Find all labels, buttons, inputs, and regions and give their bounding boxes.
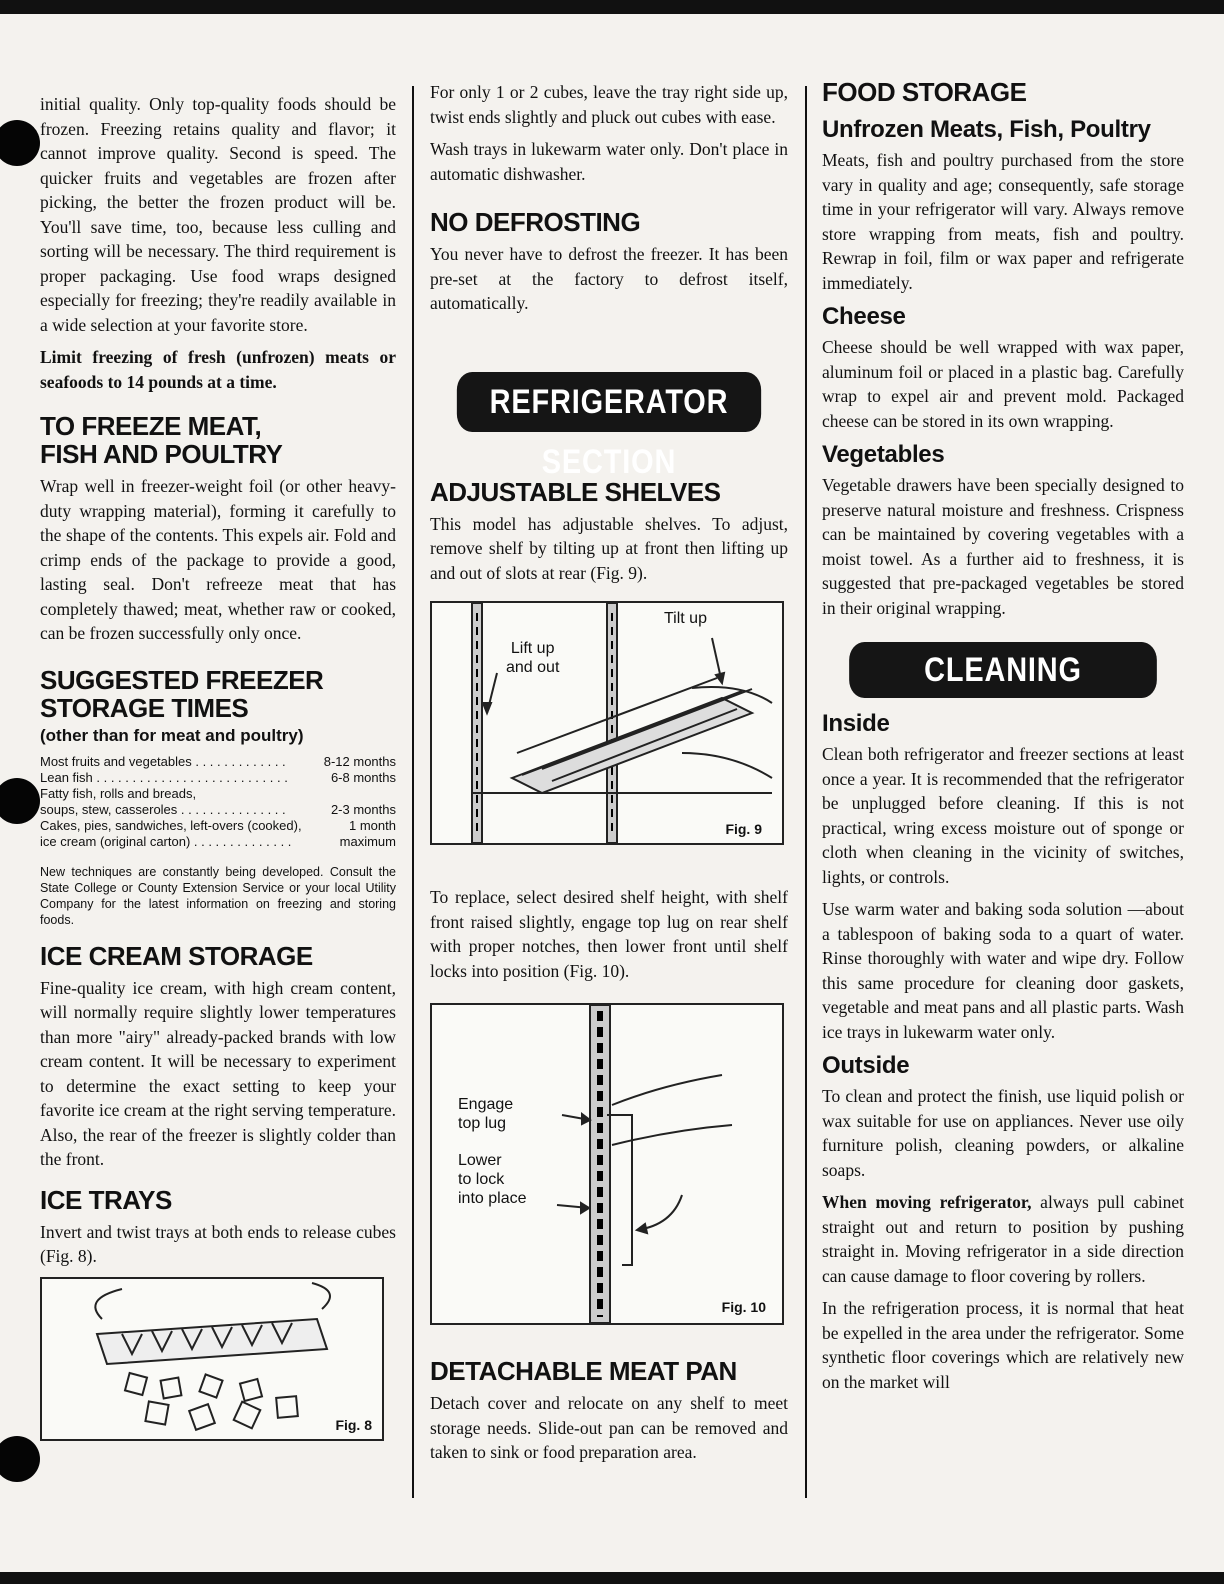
engage-line2: top lug bbox=[458, 1115, 507, 1132]
storage-time-row bbox=[40, 754, 396, 770]
storage-time-item: Most fruits and vegetables . . . . . . . . . . . . . bbox=[40, 753, 286, 769]
lower-label bbox=[458, 1151, 527, 1208]
storage-time-row bbox=[40, 818, 396, 834]
limit-paragraph: Limit freezing of fresh (unfrozen) meats or seafoods to 14 pounds at a time. bbox=[40, 347, 396, 392]
cubes-paragraph: For only 1 or 2 cubes, leave the tray right side up, twist ends slightly and pluck out cubes with ease. bbox=[430, 82, 788, 127]
lower-line3: into place bbox=[458, 1190, 527, 1207]
outside-heading: Outside bbox=[822, 1052, 910, 1079]
storage-time-value bbox=[319, 786, 396, 802]
storage-heading bbox=[40, 666, 396, 722]
cheese-heading: Cheese bbox=[822, 303, 906, 330]
storage-time-row bbox=[40, 802, 396, 818]
vegetables-paragraph: Vegetable drawers have been specially designed to preserve natural moisture and freshness. Crispness can be maintained by covering vegetables with a moist towel. As a further aid to freshness, it is suggested that pre-packaged vegetables be stored in their original wrapping. bbox=[822, 475, 1184, 618]
figure-8 bbox=[40, 1277, 384, 1441]
lift-up-label bbox=[506, 639, 559, 677]
figure-9-label: Fig. 9 bbox=[725, 821, 762, 837]
ice-cream-heading: ICE CREAM STORAGE bbox=[40, 940, 313, 971]
storage-time-item: Cakes, pies, sandwiches, left-overs (cooked), bbox=[40, 817, 302, 833]
storage-time-row bbox=[40, 770, 396, 786]
unfrozen-paragraph: Meats, fish and poultry purchased from the store vary in quality and age; consequently, safe storage time in your refrigerator will vary. Always remove store wrapping from meats, fish and poultry. Rewrap in foil, film or wax paper and refrigerate immediately. bbox=[822, 150, 1184, 293]
storage-time-item: soups, stew, casseroles . . . . . . . . . . . . . . . bbox=[40, 801, 286, 817]
meat-pan-paragraph: Detach cover and relocate on any shelf to meet storage needs. Slide-out pan can be removed and taken to sink or food preparation area. bbox=[430, 1393, 788, 1462]
adjustable-shelves-heading: ADJUSTABLE SHELVES bbox=[430, 476, 721, 507]
cheese-paragraph: Cheese should be well wrapped with wax paper, aluminum foil or placed in a plastic bag. Carefully wrap to expel air and prevent mold. Packaged cheese can be stored in its own wrapping. bbox=[822, 337, 1184, 431]
column-2 bbox=[430, 80, 788, 1473]
ice-cream-paragraph: Fine-quality ice cream, with high cream content, will normally require slightly lower temperatures than more "airy" already-packed brands with low cream content. It will be necessary to experiment to determine the exact setting to keep your favorite ice cream at the right serving temperature. Also, the rear of the freezer is slightly colder than the front. bbox=[40, 977, 396, 1169]
storage-heading-line2: STORAGE TIMES bbox=[40, 692, 249, 723]
cleaning-banner: CLEANING bbox=[849, 642, 1157, 698]
column-divider-right bbox=[805, 86, 807, 1498]
storage-time-row bbox=[40, 786, 396, 802]
refrigerator-section-banner: REFRIGERATOR SECTION bbox=[457, 372, 761, 432]
inside-heading: Inside bbox=[822, 710, 890, 737]
wash-paragraph: Wash trays in lukewarm water only. Don't place in automatic dishwasher. bbox=[430, 139, 788, 184]
figure-10-label: Fig. 10 bbox=[721, 1299, 766, 1315]
storage-time-value: 1 month bbox=[349, 817, 396, 833]
ice-tray-illustration bbox=[42, 1279, 382, 1439]
no-defrost-heading: NO DEFROSTING bbox=[430, 207, 641, 237]
shelf-tilt-illustration bbox=[432, 603, 782, 843]
moving-lead: When moving refrigerator, bbox=[822, 1192, 1032, 1212]
freeze-heading bbox=[40, 412, 396, 468]
techniques-note: New techniques are constantly being developed. Consult the State College or County Extension Service or your local Utility Company for the latest information on freezing and storing foods. bbox=[40, 864, 396, 927]
meat-pan-heading: DETACHABLE MEAT PAN bbox=[430, 1356, 737, 1386]
column-divider-left bbox=[412, 86, 414, 1498]
storage-time-row bbox=[40, 834, 396, 850]
scan-bottom-bar bbox=[0, 1572, 1224, 1584]
lift-up-line1: Lift up bbox=[510, 640, 555, 657]
storage-times-table bbox=[40, 754, 396, 850]
figure-8-label: Fig. 8 bbox=[335, 1416, 372, 1433]
column-3 bbox=[822, 78, 1184, 1402]
freeze-paragraph: Wrap well in freezer-weight foil (or other heavy-duty wrapping material), forming it carefully to the shape of the contents. This expels air. Fold and crimp ends of the package to provide a good, lasting seal. Don't refreeze meat that has completely thawed; meat, whether raw or cooked, can be frozen successfully only once. bbox=[40, 476, 396, 643]
binder-hole-top bbox=[0, 120, 40, 166]
storage-time-item: Lean fish . . . . . . . . . . . . . . . . . . . . . . . . . . . bbox=[40, 769, 288, 785]
storage-time-value: 6-8 months bbox=[330, 769, 396, 785]
freeze-heading-line2: FISH AND POULTRY bbox=[40, 439, 283, 469]
storage-time-value: 2-3 months bbox=[330, 801, 396, 817]
warm-water-paragraph: Use warm water and baking soda solution —about a tablespoon of baking soda to a quart of water. Rinse thoroughly with water and wipe dry. Follow this same procedure for cleaning door gaskets, vegetable and meat pans and all plastic parts. Wash ice trays in lukewarm water only. bbox=[822, 899, 1184, 1042]
figure-9 bbox=[430, 601, 784, 845]
moving-paragraph bbox=[822, 1190, 1184, 1288]
moving-text: always pull cabinet straight out and return to position by pushing straight in. Moving refrigerator in a side direction can cause damage to floor covering by rollers. bbox=[822, 1192, 1184, 1286]
tilt-up-label: Tilt up bbox=[664, 610, 707, 627]
column-1 bbox=[40, 92, 396, 1441]
storage-time-value: maximum bbox=[339, 833, 396, 849]
intro-paragraph: initial quality. Only top-quality foods should be frozen. Freezing retains quality and flavor; it cannot improve quality. Second is speed. The quicker fruits and vegetables are frozen after picking, the better the frozen product will be. You'll save time, too, because less culling and sorting will be necessary. The third requirement is proper packaging. Use food wraps designed especially for freezing; they're readily available in a wide selection at your favorite store. bbox=[40, 94, 396, 335]
storage-heading-line1: SUGGESTED FREEZER bbox=[40, 664, 324, 695]
binder-hole-middle bbox=[0, 778, 40, 824]
storage-time-item: Fatty fish, rolls and breads, bbox=[40, 785, 197, 801]
binder-hole-bottom bbox=[0, 1436, 40, 1482]
outside-paragraph: To clean and protect the finish, use liquid polish or wax suitable for use on appliances. Never use oily furniture polish, cleaning powders, or alkaline soaps. bbox=[822, 1086, 1184, 1180]
storage-time-item: ice cream (original carton) . . . . . . . . . . . . . . bbox=[40, 833, 292, 849]
lower-line1: Lower bbox=[458, 1152, 502, 1169]
storage-time-value: 8-12 months bbox=[323, 753, 396, 769]
lift-up-line2: and out bbox=[506, 659, 560, 676]
figure-10 bbox=[430, 1003, 784, 1325]
storage-subheading: (other than for meat and poultry) bbox=[40, 725, 304, 745]
replace-paragraph: To replace, select desired shelf height, with shelf front raised slightly, engage top lug on rear shelf with proper notches, then lower front until shelf locks into position (Fig. 10). bbox=[430, 887, 788, 981]
scan-top-bar bbox=[0, 0, 1224, 14]
inside-paragraph: Clean both refrigerator and freezer sections at least once a year. It is recommended that the refrigerator be unplugged before cleaning. If this is not practical, wring excess moisture out of sponge or cloth when cleaning in the vicinity of switches, lights, or controls. bbox=[822, 744, 1184, 887]
freeze-heading-line1: TO FREEZE MEAT, bbox=[40, 411, 262, 441]
ice-trays-heading: ICE TRAYS bbox=[40, 1184, 172, 1215]
no-defrost-paragraph: You never have to defrost the freezer. It has been pre-set at the factory to defrost itself, automatically. bbox=[430, 244, 788, 313]
process-paragraph: In the refrigeration process, it is normal that heat be expelled in the area under the refrigerator. Some synthetic floor coverings which are relatively new on the market will bbox=[822, 1298, 1184, 1392]
unfrozen-heading: Unfrozen Meats, Fish, Poultry bbox=[822, 116, 1151, 143]
engage-line1: Engage bbox=[458, 1096, 514, 1113]
food-storage-heading: FOOD STORAGE bbox=[822, 77, 1027, 107]
adjustable-shelves-paragraph: This model has adjustable shelves. To adjust, remove shelf by tilting up at front then lifting up and out of slots at rear (Fig. 9). bbox=[430, 513, 788, 583]
ice-trays-paragraph: Invert and twist trays at both ends to release cubes (Fig. 8). bbox=[40, 1221, 396, 1266]
vegetables-heading: Vegetables bbox=[822, 441, 945, 468]
lower-line2: to lock bbox=[458, 1171, 505, 1188]
engage-label bbox=[458, 1095, 513, 1133]
